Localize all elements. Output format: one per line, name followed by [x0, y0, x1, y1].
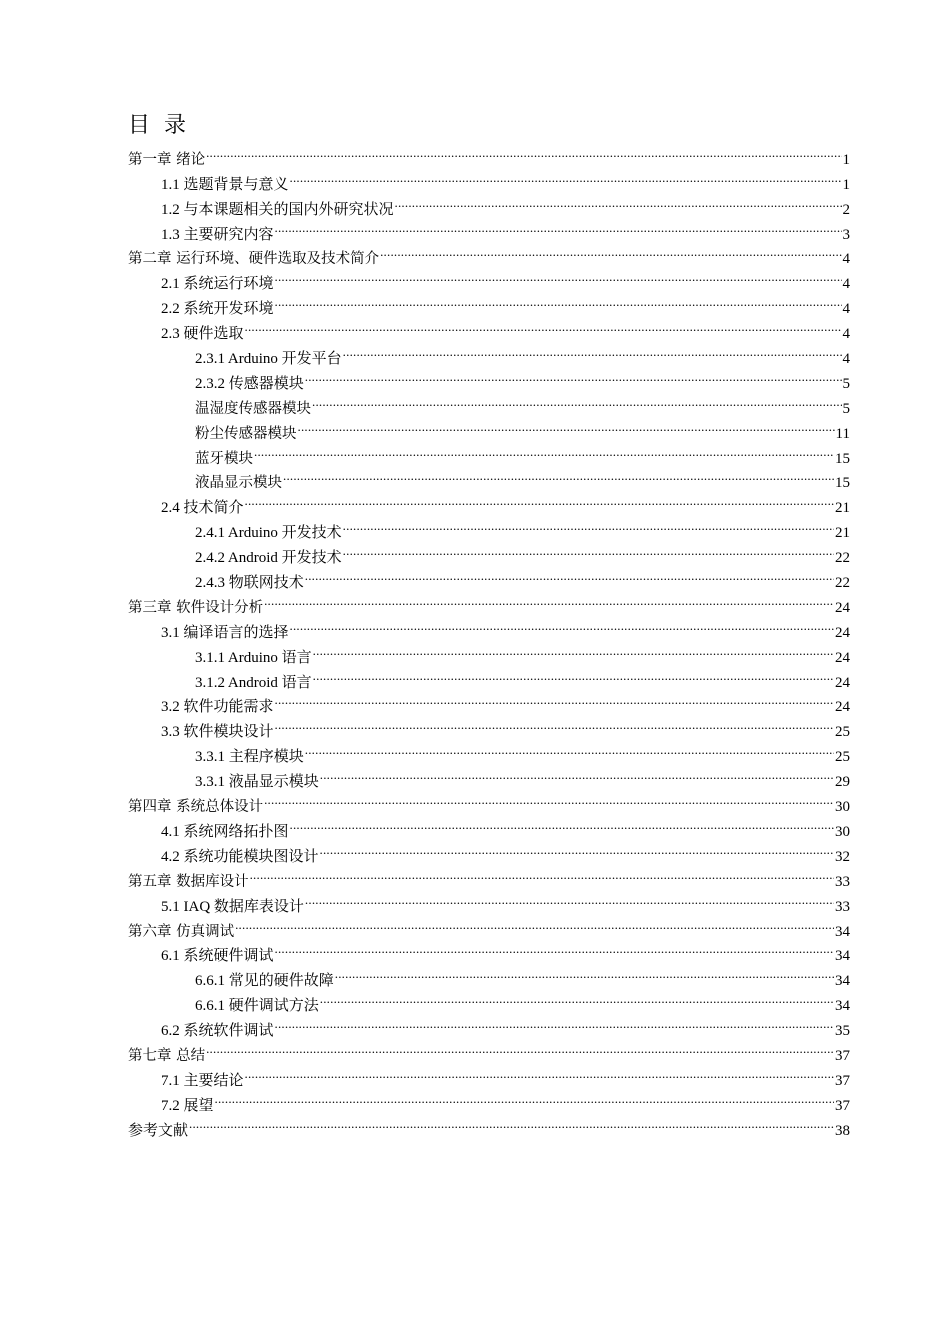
- toc-entry-label: 温湿度传感器模块: [195, 400, 311, 417]
- toc-entry-label: 2.4.1 Arduino 开发技术: [195, 525, 342, 542]
- toc-entry-page-number: 25: [835, 724, 850, 741]
- toc-entry-page-number: 25: [835, 749, 850, 766]
- toc-entry-page-number: 34: [835, 973, 850, 990]
- toc-entry-page-number: 21: [835, 525, 850, 542]
- toc-entry-page-number: 4: [842, 276, 850, 293]
- toc-entry-label: 6.6.1 常见的硬件故障: [195, 973, 334, 990]
- toc-entry-page-number: 33: [835, 898, 850, 915]
- toc-entry-page-number: 37: [835, 1097, 850, 1114]
- toc-dot-leader: [235, 911, 834, 936]
- toc-entry[interactable]: [128, 164, 850, 193]
- toc-entry-label: 3.1.2 Android 语言: [195, 674, 312, 691]
- toc-entry-label: 3.3.1 主程序模块: [195, 749, 304, 766]
- toc-entry-label: 参考文献: [128, 1122, 189, 1139]
- toc-entry-page-number: 22: [835, 550, 850, 567]
- toc-dot-leader: [320, 761, 834, 786]
- toc-entry-page-number: 38: [835, 1122, 850, 1139]
- toc-entry-page-number: 24: [835, 649, 850, 666]
- toc-dot-leader: [305, 363, 842, 388]
- toc-entry-page-number: 3: [842, 226, 850, 243]
- toc-dot-leader: [245, 487, 834, 512]
- toc-dot-leader: [312, 388, 842, 413]
- toc-entry-page-number: 15: [835, 475, 850, 492]
- toc-entry-label: 2.3.1 Arduino 开发平台: [195, 351, 342, 368]
- toc-dot-leader: [275, 1010, 834, 1035]
- toc-entry-label: 第四章 系统总体设计: [128, 799, 264, 816]
- toc-dot-leader: [275, 263, 842, 288]
- toc-dot-leader: [245, 1060, 834, 1085]
- toc-entry-label: 2.1 系统运行环境: [161, 276, 274, 293]
- toc-dot-leader: [264, 786, 834, 811]
- toc-dot-leader: [290, 164, 842, 189]
- toc-entry-page-number: 35: [835, 1023, 850, 1040]
- toc-dot-leader: [380, 239, 841, 264]
- toc-entry-label: 3.1.1 Arduino 语言: [195, 649, 312, 666]
- toc-entry-page-number: 34: [835, 998, 850, 1015]
- toc-entry-label: 2.4.2 Android 开发技术: [195, 550, 342, 567]
- toc-entry[interactable]: [128, 911, 850, 940]
- toc-entry[interactable]: [128, 936, 850, 965]
- toc-entry-label: 第七章 总结: [128, 1047, 206, 1064]
- toc-entry-page-number: 5: [842, 400, 850, 417]
- toc-entry-page-number: 1: [842, 176, 850, 193]
- toc-entry-label: 2.4 技术简介: [161, 500, 244, 517]
- toc-entry-page-number: 2: [842, 201, 850, 218]
- toc-entry-label: 粉尘传感器模块: [195, 425, 297, 442]
- toc-dot-leader: [343, 537, 834, 562]
- toc-entry-label: 第一章 绪论: [128, 151, 206, 168]
- toc-dot-leader: [189, 1110, 834, 1135]
- toc-list: [128, 139, 850, 1139]
- toc-dot-leader: [283, 463, 834, 488]
- toc-entry-page-number: 4: [842, 351, 850, 368]
- toc-entry-label: 1.1 选题背景与意义: [161, 176, 289, 193]
- toc-entry-label: 蓝牙模块: [195, 450, 253, 467]
- toc-dot-leader: [275, 687, 834, 712]
- toc-dot-leader: [275, 711, 834, 736]
- toc-entry[interactable]: [128, 1060, 850, 1089]
- toc-entry-page-number: 21: [835, 500, 850, 517]
- toc-dot-leader: [335, 960, 834, 985]
- toc-dot-leader: [245, 313, 842, 338]
- toc-dot-leader: [275, 214, 842, 239]
- toc-entry-label: 2.3.2 传感器模块: [195, 375, 304, 392]
- toc-dot-leader: [313, 662, 834, 687]
- toc-entry-page-number: 1: [842, 151, 850, 168]
- toc-dot-leader: [305, 562, 834, 587]
- toc-entry-label: 1.3 主要研究内容: [161, 226, 274, 243]
- toc-entry-label: 4.2 系统功能模块图设计: [161, 848, 319, 865]
- toc-entry-label: 6.1 系统硬件调试: [161, 948, 274, 965]
- toc-dot-leader: [305, 886, 834, 911]
- toc-dot-leader: [343, 512, 834, 537]
- toc-entry-label: 3.1 编译语言的选择: [161, 624, 289, 641]
- toc-dot-leader: [320, 985, 834, 1010]
- toc-dot-leader: [320, 836, 834, 861]
- toc-entry-label: 4.1 系统网络拓扑图: [161, 823, 289, 840]
- toc-entry[interactable]: [128, 139, 850, 168]
- toc-entry-label: 3.2 软件功能需求: [161, 699, 274, 716]
- toc-entry-label: 2.4.3 物联网技术: [195, 575, 304, 592]
- toc-entry-label: 6.6.1 硬件调试方法: [195, 998, 319, 1015]
- toc-entry-page-number: 22: [835, 575, 850, 592]
- toc-entry-page-number: 29: [835, 774, 850, 791]
- toc-entry-page-number: 24: [835, 624, 850, 641]
- toc-entry-page-number: 37: [835, 1047, 850, 1064]
- toc-dot-leader: [313, 637, 834, 662]
- toc-entry-label: 7.2 展望: [161, 1097, 214, 1114]
- toc-entry-label: 第五章 数据库设计: [128, 873, 249, 890]
- toc-dot-leader: [206, 139, 841, 164]
- toc-entry[interactable]: [128, 1110, 850, 1139]
- toc-entry-page-number: 11: [835, 425, 850, 442]
- toc-dot-leader: [305, 736, 834, 761]
- toc-dot-leader: [254, 438, 834, 463]
- toc-entry-label: 3.3 软件模块设计: [161, 724, 274, 741]
- toc-dot-leader: [215, 1085, 834, 1110]
- toc-dot-leader: [250, 861, 834, 886]
- toc-dot-leader: [395, 189, 842, 214]
- toc-entry-page-number: 24: [835, 674, 850, 691]
- toc-dot-leader: [290, 811, 834, 836]
- toc-entry-label: 第二章 运行环境、硬件选取及技术简介: [128, 251, 380, 268]
- toc-entry-label: 2.3 硬件选取: [161, 326, 244, 343]
- toc-entry-page-number: 4: [842, 251, 850, 268]
- toc-entry-page-number: 24: [835, 599, 850, 616]
- toc-entry-page-number: 4: [842, 301, 850, 318]
- toc-entry-label: 第三章 软件设计分析: [128, 599, 264, 616]
- toc-entry[interactable]: [128, 1035, 850, 1064]
- toc-dot-leader: [343, 338, 842, 363]
- toc-entry[interactable]: [128, 1085, 850, 1114]
- toc-entry-page-number: 34: [835, 923, 850, 940]
- toc-dot-leader: [275, 288, 842, 313]
- toc-dot-leader: [275, 936, 834, 961]
- toc-entry-label: 7.1 主要结论: [161, 1072, 244, 1089]
- toc-entry-page-number: 5: [842, 375, 850, 392]
- toc-entry-page-number: 4: [842, 326, 850, 343]
- toc-entry-page-number: 32: [835, 848, 850, 865]
- toc-entry-label: 液晶显示模块: [195, 475, 282, 492]
- toc-entry-label: 6.2 系统软件调试: [161, 1023, 274, 1040]
- toc-dot-leader: [298, 413, 835, 438]
- toc-dot-leader: [264, 587, 834, 612]
- toc-entry-page-number: 24: [835, 699, 850, 716]
- toc-entry-label: 5.1 IAQ 数据库表设计: [161, 898, 304, 915]
- toc-entry-page-number: 33: [835, 873, 850, 890]
- toc-entry-page-number: 30: [835, 799, 850, 816]
- toc-entry-page-number: 30: [835, 823, 850, 840]
- toc-dot-leader: [206, 1035, 834, 1060]
- toc-title: 目 录: [128, 113, 186, 138]
- toc-entry-label: 1.2 与本课题相关的国内外研究状况: [161, 201, 394, 218]
- toc-entry-page-number: 34: [835, 948, 850, 965]
- toc-dot-leader: [290, 612, 834, 637]
- toc-entry-page-number: 37: [835, 1072, 850, 1089]
- toc-entry-label: 3.3.1 液晶显示模块: [195, 774, 319, 791]
- toc-entry-label: 第六章 仿真调试: [128, 923, 235, 940]
- toc-entry-page-number: 15: [835, 450, 850, 467]
- toc-entry-label: 2.2 系统开发环境: [161, 301, 274, 318]
